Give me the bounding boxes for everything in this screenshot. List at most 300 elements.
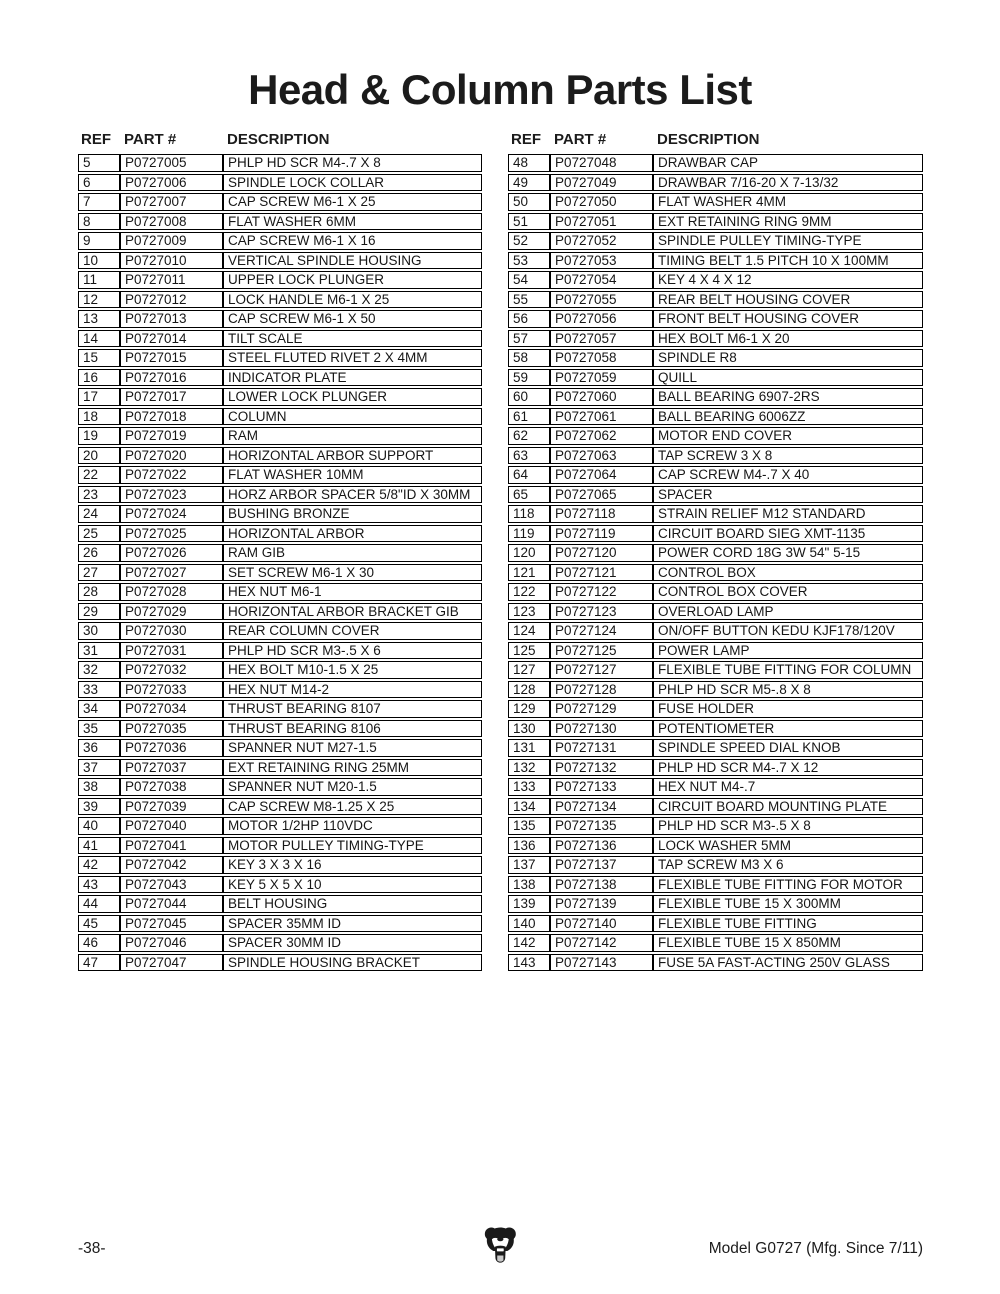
ref-cell: 59 xyxy=(508,369,550,387)
ref-cell: 41 xyxy=(78,837,120,855)
description-cell: BALL BEARING 6006ZZ xyxy=(653,408,923,426)
table-row xyxy=(508,622,923,640)
part-number-cell: P0727062 xyxy=(550,427,653,445)
ref-cell: 63 xyxy=(508,447,550,465)
description-cell: DRAWBAR CAP xyxy=(653,154,923,172)
description-cell: RAM xyxy=(223,427,482,445)
table-row xyxy=(508,817,923,835)
table-header-right xyxy=(508,131,923,148)
description-cell: UPPER LOCK PLUNGER xyxy=(223,271,482,289)
ref-cell: 17 xyxy=(78,388,120,406)
ref-cell: 28 xyxy=(78,583,120,601)
ref-cell: 133 xyxy=(508,778,550,796)
part-number-cell: P0727134 xyxy=(550,798,653,816)
description-cell: FUSE 5A FAST-ACTING 250V GLASS xyxy=(653,954,923,972)
part-number-cell: P0727032 xyxy=(120,661,223,679)
ref-cell: 129 xyxy=(508,700,550,718)
part-number-cell: P0727051 xyxy=(550,213,653,231)
parts-table-right-section xyxy=(508,131,923,973)
ref-cell: 5 xyxy=(78,154,120,172)
description-cell: SPACER 30MM ID xyxy=(223,934,482,952)
ref-cell: 136 xyxy=(508,837,550,855)
ref-cell: 139 xyxy=(508,895,550,913)
ref-cell: 22 xyxy=(78,466,120,484)
table-row xyxy=(508,252,923,270)
part-number-cell: P0727119 xyxy=(550,525,653,543)
description-cell: VERTICAL SPINDLE HOUSING xyxy=(223,252,482,270)
description-cell: BUSHING BRONZE xyxy=(223,505,482,523)
ref-cell: 130 xyxy=(508,720,550,738)
table-row xyxy=(508,213,923,231)
table-row xyxy=(508,642,923,660)
part-number-cell: P0727045 xyxy=(120,915,223,933)
table-row xyxy=(78,408,482,426)
table-row xyxy=(78,622,482,640)
description-cell: HEX NUT M14-2 xyxy=(223,681,482,699)
part-number-cell: P0727055 xyxy=(550,291,653,309)
description-cell: TAP SCREW 3 X 8 xyxy=(653,447,923,465)
table-row xyxy=(508,798,923,816)
ref-cell: 121 xyxy=(508,564,550,582)
part-number-cell: P0727121 xyxy=(550,564,653,582)
ref-cell: 140 xyxy=(508,915,550,933)
part-number-cell: P0727029 xyxy=(120,603,223,621)
ref-cell: 40 xyxy=(78,817,120,835)
table-row xyxy=(78,603,482,621)
description-cell: HEX NUT M4-.7 xyxy=(653,778,923,796)
part-number-cell: P0727120 xyxy=(550,544,653,562)
part-number-cell: P0727005 xyxy=(120,154,223,172)
description-cell: TAP SCREW M3 X 6 xyxy=(653,856,923,874)
ref-cell: 30 xyxy=(78,622,120,640)
description-cell: THRUST BEARING 8107 xyxy=(223,700,482,718)
table-header-left xyxy=(78,131,482,148)
part-number-cell: P0727125 xyxy=(550,642,653,660)
description-cell: HORZ ARBOR SPACER 5/8"ID X 30MM xyxy=(223,486,482,504)
description-cell: MOTOR PULLEY TIMING-TYPE xyxy=(223,837,482,855)
description-cell: CAP SCREW M4-.7 X 40 xyxy=(653,466,923,484)
table-row xyxy=(508,681,923,699)
table-row xyxy=(78,895,482,913)
description-cell: RAM GIB xyxy=(223,544,482,562)
part-number-cell: P0727016 xyxy=(120,369,223,387)
description-cell: CONTROL BOX xyxy=(653,564,923,582)
ref-cell: 44 xyxy=(78,895,120,913)
table-row xyxy=(508,232,923,250)
table-row xyxy=(78,856,482,874)
column-header-description: DESCRIPTION xyxy=(227,131,330,148)
description-cell: PHLP HD SCR M3-.5 X 8 xyxy=(653,817,923,835)
description-cell: REAR COLUMN COVER xyxy=(223,622,482,640)
ref-cell: 53 xyxy=(508,252,550,270)
description-cell: CIRCUIT BOARD MOUNTING PLATE xyxy=(653,798,923,816)
part-number-cell: P0727130 xyxy=(550,720,653,738)
description-cell: KEY 5 X 5 X 10 xyxy=(223,876,482,894)
parts-table-left-section xyxy=(78,131,482,973)
table-row xyxy=(508,525,923,543)
part-number-cell: P0727033 xyxy=(120,681,223,699)
part-number-cell: P0727063 xyxy=(550,447,653,465)
ref-cell: 135 xyxy=(508,817,550,835)
table-row xyxy=(508,466,923,484)
description-cell: SPACER xyxy=(653,486,923,504)
ref-cell: 58 xyxy=(508,349,550,367)
description-cell: HORIZONTAL ARBOR xyxy=(223,525,482,543)
ref-cell: 142 xyxy=(508,934,550,952)
ref-cell: 32 xyxy=(78,661,120,679)
description-cell: COLUMN xyxy=(223,408,482,426)
part-number-cell: P0727023 xyxy=(120,486,223,504)
table-row xyxy=(78,583,482,601)
ref-cell: 43 xyxy=(78,876,120,894)
part-number-cell: P0727047 xyxy=(120,954,223,972)
parts-table-right xyxy=(508,152,923,973)
table-row xyxy=(508,408,923,426)
ref-cell: 27 xyxy=(78,564,120,582)
ref-cell: 26 xyxy=(78,544,120,562)
table-row xyxy=(508,427,923,445)
part-number-cell: P0727123 xyxy=(550,603,653,621)
table-row xyxy=(508,174,923,192)
column-header-ref: REF xyxy=(81,131,111,148)
table-row xyxy=(508,876,923,894)
part-number-cell: P0727030 xyxy=(120,622,223,640)
description-cell: CAP SCREW M6-1 X 25 xyxy=(223,193,482,211)
description-cell: MOTOR 1/2HP 110VDC xyxy=(223,817,482,835)
part-number-cell: P0727040 xyxy=(120,817,223,835)
ref-cell: 14 xyxy=(78,330,120,348)
ref-cell: 64 xyxy=(508,466,550,484)
part-number-cell: P0727042 xyxy=(120,856,223,874)
table-row xyxy=(78,915,482,933)
part-number-cell: P0727022 xyxy=(120,466,223,484)
table-row xyxy=(508,564,923,582)
part-number-cell: P0727011 xyxy=(120,271,223,289)
model-label: Model G0727 (Mfg. Since 7/11) xyxy=(708,1240,923,1257)
page-number: -38- xyxy=(78,1240,106,1257)
parts-table-left xyxy=(78,152,482,973)
part-number-cell: P0727060 xyxy=(550,388,653,406)
description-cell: PHLP HD SCR M4-.7 X 8 xyxy=(223,154,482,172)
description-cell: HEX BOLT M6-1 X 20 xyxy=(653,330,923,348)
description-cell: EXT RETAINING RING 25MM xyxy=(223,759,482,777)
part-number-cell: P0727138 xyxy=(550,876,653,894)
ref-cell: 46 xyxy=(78,934,120,952)
description-cell: HEX NUT M6-1 xyxy=(223,583,482,601)
description-cell: SPINDLE LOCK COLLAR xyxy=(223,174,482,192)
part-number-cell: P0727050 xyxy=(550,193,653,211)
table-row xyxy=(78,720,482,738)
ref-cell: 131 xyxy=(508,739,550,757)
table-row xyxy=(508,837,923,855)
table-row xyxy=(508,661,923,679)
part-number-cell: P0727054 xyxy=(550,271,653,289)
ref-cell: 128 xyxy=(508,681,550,699)
part-number-cell: P0727053 xyxy=(550,252,653,270)
table-row xyxy=(78,447,482,465)
description-cell: FLAT WASHER 4MM xyxy=(653,193,923,211)
part-number-cell: P0727008 xyxy=(120,213,223,231)
table-row xyxy=(78,778,482,796)
ref-cell: 143 xyxy=(508,954,550,972)
table-row xyxy=(78,525,482,543)
description-cell: POTENTIOMETER xyxy=(653,720,923,738)
ref-cell: 62 xyxy=(508,427,550,445)
ref-cell: 51 xyxy=(508,213,550,231)
description-cell: MOTOR END COVER xyxy=(653,427,923,445)
part-number-cell: P0727124 xyxy=(550,622,653,640)
ref-cell: 134 xyxy=(508,798,550,816)
description-cell: FLEXIBLE TUBE FITTING FOR COLUMN xyxy=(653,661,923,679)
description-cell: OVERLOAD LAMP xyxy=(653,603,923,621)
table-row xyxy=(78,817,482,835)
part-number-cell: P0727015 xyxy=(120,349,223,367)
table-row xyxy=(78,466,482,484)
table-row xyxy=(508,447,923,465)
ref-cell: 15 xyxy=(78,349,120,367)
part-number-cell: P0727031 xyxy=(120,642,223,660)
ref-cell: 45 xyxy=(78,915,120,933)
ref-cell: 9 xyxy=(78,232,120,250)
description-cell: HEX BOLT M10-1.5 X 25 xyxy=(223,661,482,679)
ref-cell: 24 xyxy=(78,505,120,523)
description-cell: REAR BELT HOUSING COVER xyxy=(653,291,923,309)
grizzly-bear-logo-icon xyxy=(483,1226,517,1268)
ref-cell: 19 xyxy=(78,427,120,445)
part-number-cell: P0727056 xyxy=(550,310,653,328)
table-row xyxy=(78,486,482,504)
table-row xyxy=(508,759,923,777)
table-row xyxy=(78,193,482,211)
ref-cell: 25 xyxy=(78,525,120,543)
description-cell: SPINDLE PULLEY TIMING-TYPE xyxy=(653,232,923,250)
description-cell: SPANNER NUT M27-1.5 xyxy=(223,739,482,757)
description-cell: CAP SCREW M8-1.25 X 25 xyxy=(223,798,482,816)
ref-cell: 137 xyxy=(508,856,550,874)
description-cell: FLAT WASHER 6MM xyxy=(223,213,482,231)
part-number-cell: P0727013 xyxy=(120,310,223,328)
description-cell: QUILL xyxy=(653,369,923,387)
table-row xyxy=(78,876,482,894)
ref-cell: 20 xyxy=(78,447,120,465)
description-cell: SPINDLE SPEED DIAL KNOB xyxy=(653,739,923,757)
description-cell: BALL BEARING 6907-2RS xyxy=(653,388,923,406)
table-row xyxy=(78,759,482,777)
description-cell: CIRCUIT BOARD SIEG XMT-1135 xyxy=(653,525,923,543)
part-number-cell: P0727009 xyxy=(120,232,223,250)
description-cell: INDICATOR PLATE xyxy=(223,369,482,387)
ref-cell: 50 xyxy=(508,193,550,211)
part-number-cell: P0727019 xyxy=(120,427,223,445)
ref-cell: 31 xyxy=(78,642,120,660)
part-number-cell: P0727052 xyxy=(550,232,653,250)
table-row xyxy=(508,486,923,504)
table-row xyxy=(508,544,923,562)
column-header-part: PART # xyxy=(554,131,607,148)
table-row xyxy=(78,330,482,348)
table-row xyxy=(78,544,482,562)
ref-cell: 119 xyxy=(508,525,550,543)
ref-cell: 52 xyxy=(508,232,550,250)
part-number-cell: P0727014 xyxy=(120,330,223,348)
column-header-ref: REF xyxy=(511,131,541,148)
description-cell: FLAT WASHER 10MM xyxy=(223,466,482,484)
ref-cell: 120 xyxy=(508,544,550,562)
part-number-cell: P0727010 xyxy=(120,252,223,270)
table-row xyxy=(78,174,482,192)
part-number-cell: P0727129 xyxy=(550,700,653,718)
table-row xyxy=(508,583,923,601)
table-row xyxy=(508,271,923,289)
table-row xyxy=(78,252,482,270)
table-row xyxy=(508,349,923,367)
table-row xyxy=(508,193,923,211)
part-number-cell: P0727061 xyxy=(550,408,653,426)
table-row xyxy=(78,291,482,309)
table-row xyxy=(78,739,482,757)
description-cell: CAP SCREW M6-1 X 50 xyxy=(223,310,482,328)
page-footer xyxy=(78,1226,923,1272)
ref-cell: 11 xyxy=(78,271,120,289)
part-number-cell: P0727057 xyxy=(550,330,653,348)
ref-cell: 6 xyxy=(78,174,120,192)
part-number-cell: P0727017 xyxy=(120,388,223,406)
part-number-cell: P0727043 xyxy=(120,876,223,894)
ref-cell: 55 xyxy=(508,291,550,309)
table-row xyxy=(78,642,482,660)
part-number-cell: P0727143 xyxy=(550,954,653,972)
part-number-cell: P0727007 xyxy=(120,193,223,211)
table-row xyxy=(508,291,923,309)
description-cell: LOWER LOCK PLUNGER xyxy=(223,388,482,406)
table-row xyxy=(508,720,923,738)
description-cell: FLEXIBLE TUBE FITTING FOR MOTOR xyxy=(653,876,923,894)
part-number-cell: P0727046 xyxy=(120,934,223,952)
ref-cell: 124 xyxy=(508,622,550,640)
description-cell: FLEXIBLE TUBE FITTING xyxy=(653,915,923,933)
part-number-cell: P0727034 xyxy=(120,700,223,718)
ref-cell: 33 xyxy=(78,681,120,699)
ref-cell: 48 xyxy=(508,154,550,172)
ref-cell: 8 xyxy=(78,213,120,231)
part-number-cell: P0727136 xyxy=(550,837,653,855)
table-row xyxy=(508,330,923,348)
part-number-cell: P0727035 xyxy=(120,720,223,738)
description-cell: HORIZONTAL ARBOR BRACKET GIB xyxy=(223,603,482,621)
table-row xyxy=(508,856,923,874)
table-row xyxy=(78,681,482,699)
ref-cell: 122 xyxy=(508,583,550,601)
description-cell: FUSE HOLDER xyxy=(653,700,923,718)
part-number-cell: P0727012 xyxy=(120,291,223,309)
table-row xyxy=(78,661,482,679)
part-number-cell: P0727135 xyxy=(550,817,653,835)
ref-cell: 16 xyxy=(78,369,120,387)
ref-cell: 56 xyxy=(508,310,550,328)
description-cell: FLEXIBLE TUBE 15 X 300MM xyxy=(653,895,923,913)
ref-cell: 127 xyxy=(508,661,550,679)
description-cell: THRUST BEARING 8106 xyxy=(223,720,482,738)
table-row xyxy=(78,232,482,250)
ref-cell: 7 xyxy=(78,193,120,211)
description-cell: ON/OFF BUTTON KEDU KJF178/120V xyxy=(653,622,923,640)
part-number-cell: P0727137 xyxy=(550,856,653,874)
description-cell: PHLP HD SCR M5-.8 X 8 xyxy=(653,681,923,699)
table-row xyxy=(508,915,923,933)
table-row xyxy=(78,271,482,289)
part-number-cell: P0727020 xyxy=(120,447,223,465)
table-row xyxy=(78,427,482,445)
part-number-cell: P0727065 xyxy=(550,486,653,504)
ref-cell: 138 xyxy=(508,876,550,894)
table-row xyxy=(78,369,482,387)
table-row xyxy=(78,505,482,523)
table-row xyxy=(78,798,482,816)
description-cell: CONTROL BOX COVER xyxy=(653,583,923,601)
ref-cell: 42 xyxy=(78,856,120,874)
part-number-cell: P0727132 xyxy=(550,759,653,777)
table-row xyxy=(508,934,923,952)
description-cell: SPINDLE R8 xyxy=(653,349,923,367)
ref-cell: 61 xyxy=(508,408,550,426)
ref-cell: 13 xyxy=(78,310,120,328)
page-title: Head & Column Parts List xyxy=(248,66,752,113)
table-row xyxy=(78,349,482,367)
part-number-cell: P0727059 xyxy=(550,369,653,387)
ref-cell: 37 xyxy=(78,759,120,777)
table-row xyxy=(78,564,482,582)
table-row xyxy=(508,603,923,621)
part-number-cell: P0727024 xyxy=(120,505,223,523)
description-cell: LOCK WASHER 5MM xyxy=(653,837,923,855)
ref-cell: 49 xyxy=(508,174,550,192)
part-number-cell: P0727026 xyxy=(120,544,223,562)
description-cell: KEY 4 X 4 X 12 xyxy=(653,271,923,289)
ref-cell: 23 xyxy=(78,486,120,504)
description-cell: PHLP HD SCR M4-.7 X 12 xyxy=(653,759,923,777)
ref-cell: 29 xyxy=(78,603,120,621)
part-number-cell: P0727048 xyxy=(550,154,653,172)
part-number-cell: P0727028 xyxy=(120,583,223,601)
ref-cell: 34 xyxy=(78,700,120,718)
part-number-cell: P0727058 xyxy=(550,349,653,367)
table-row xyxy=(78,154,482,172)
tables-container xyxy=(78,131,1000,973)
part-number-cell: P0727142 xyxy=(550,934,653,952)
part-number-cell: P0727139 xyxy=(550,895,653,913)
part-number-cell: P0727037 xyxy=(120,759,223,777)
table-row xyxy=(78,310,482,328)
table-row xyxy=(508,700,923,718)
ref-cell: 35 xyxy=(78,720,120,738)
ref-cell: 132 xyxy=(508,759,550,777)
part-number-cell: P0727044 xyxy=(120,895,223,913)
part-number-cell: P0727133 xyxy=(550,778,653,796)
table-row xyxy=(508,388,923,406)
part-number-cell: P0727041 xyxy=(120,837,223,855)
part-number-cell: P0727038 xyxy=(120,778,223,796)
table-row xyxy=(508,895,923,913)
part-number-cell: P0727025 xyxy=(120,525,223,543)
table-row xyxy=(78,700,482,718)
ref-cell: 57 xyxy=(508,330,550,348)
description-cell: SET SCREW M6-1 X 30 xyxy=(223,564,482,582)
table-row xyxy=(508,954,923,972)
column-header-part: PART # xyxy=(124,131,177,148)
part-number-cell: P0727122 xyxy=(550,583,653,601)
ref-cell: 118 xyxy=(508,505,550,523)
table-row xyxy=(78,213,482,231)
